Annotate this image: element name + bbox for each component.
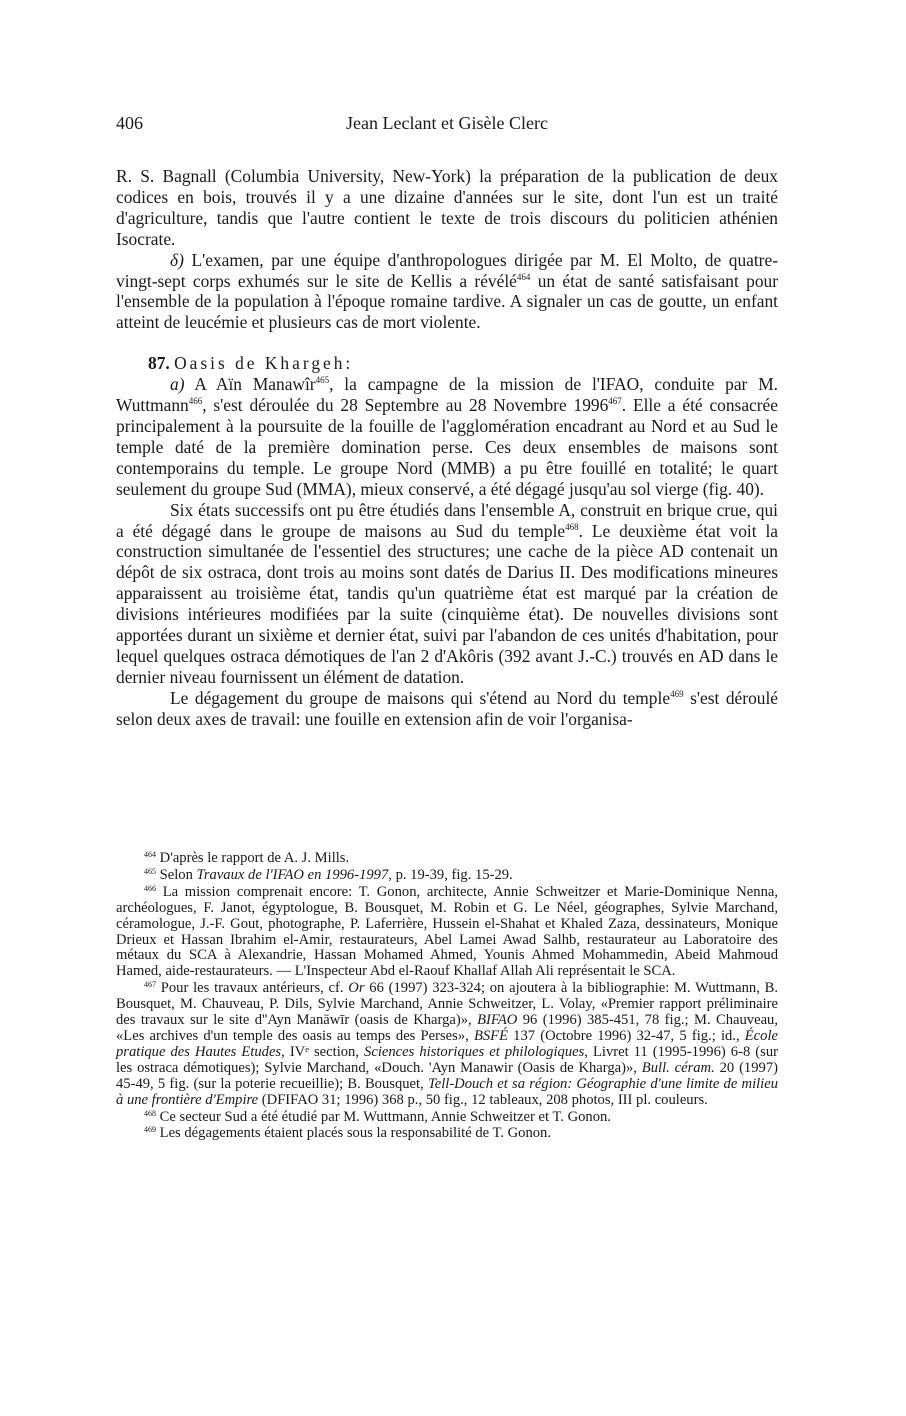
footnote-text: 66 (1997) 323-324; on ajoutera à la bibliographie: M. Wuttmann, B. Bousquet, M. Chauveau, P. Dils, Sylvie Marchand, Annie Schweitzer, L. Volay, «Premier rapport préliminaire des travaux sur le site d''Ayn Manāwīr (oasis de Kharga)»,: [116, 980, 778, 1029]
paragraph-text: , s'est déroulée du 28 Septembre au 28 Novembre 1996: [202, 395, 609, 416]
journal-title: Or: [348, 980, 365, 997]
footnote-number: 465: [144, 866, 156, 876]
paragraph-text: . Elle a été consacrée principalement à la poursuite de la fouille de l'agglomération encadrant au Nord et au Sud le temple daté de la première domination perse. Ces deux ensembles de maisons sont contemporains du temple. Le groupe Nord (MMB) a pu être fouillé en totalité; le quart seulement du groupe Sud (MMA), mieux conservé, a été dégagé jusqu'au sol vierge (fig. 40).: [116, 395, 778, 499]
book-title: Tell-Douch et sa région: Géographie d'une limite de milieu à une frontière d'Empire: [116, 1075, 779, 1108]
footnote-text: Les dégagements étaient placés sous la responsabilité de T. Gonon.: [156, 1125, 551, 1142]
paragraph-text: s'est déroulé selon deux axes de travail: une fouille en extension afin de voir l'organisa-: [116, 687, 779, 729]
footnote-number: 467: [144, 980, 156, 990]
footnote-text: 20 (1997) 45-49, 5 fig. (sur la poterie recueillie); B. Bousquet,: [116, 1059, 778, 1092]
footnote-464: [116, 851, 778, 867]
paragraph-text: un état de santé satisfaisant pour l'ensemble de la population à l'époque romaine tardive. A signaler un cas de goutte, un enfant atteint de leucémie et plusieurs cas de mort violente.: [116, 270, 779, 333]
footnote-text: Pour les travaux antérieurs, cf.: [156, 980, 349, 997]
paragraph-delta: [116, 250, 778, 334]
footnote-466: [116, 885, 778, 980]
section-number: 87.: [148, 353, 170, 374]
paragraph-text: Le dégagement du groupe de maisons qui s'étend au Nord du temple: [170, 687, 671, 708]
footnote-number: 466: [144, 883, 156, 893]
footnote-number: 469: [144, 1125, 156, 1135]
footnotes: [116, 851, 778, 1143]
journal-title: BSFÉ: [473, 1027, 508, 1044]
paragraph-text: R. S. Bagnall (Columbia University, New-York) la préparation de la publication de deux codices en bois, trouvés il y a une dizaine d'années sur le site, dont l'un est un traité d'agriculture, tandis que l'autre contient le texte de trois discours du politicien athénien Isocrate.: [116, 166, 778, 249]
footnote-text: , p. 19-39, fig. 15-29.: [388, 866, 513, 883]
footnote-465: [116, 868, 778, 884]
footnote-text: Ce secteur Sud a été étudié par M. Wuttmann, Annie Schweitzer et T. Gonon.: [156, 1108, 611, 1125]
footnote-ref[interactable]: 466: [188, 396, 203, 407]
paragraph-six-states: [116, 500, 778, 688]
footnote-467: [116, 981, 778, 1108]
footnote-text: 137 (Octobre 1996) 32-47, 5 fig.; id.,: [508, 1027, 745, 1044]
footnote-ref[interactable]: 469: [670, 688, 684, 699]
journal-title: Sciences historiques et philologiques: [364, 1043, 585, 1060]
footnote-text: (DFIFAO 31; 1996) 368 p., 50 fig., 12 tableaux, 208 photos, III pl. couleurs.: [258, 1091, 708, 1108]
section-spacer: [116, 333, 778, 353]
paragraph-text: . Le deuxième état voit la construction simultanée de l'essentiel des structures; une cache de la pièce AD contenait un dépôt de six ostraca, dont trois au moins sont datés de Darius II. Des modifications mineures apparaissent au troisième état, tandis qu'un quatrième état est marqué par la création de divisions intérieures modifiées par la suite (cinquième état). De nouvelles divisions sont apportées durant un sixième et dernier état, suivi par l'abandon de ces unités d'habitation, pour lequel quelques ostraca démotiques de l'an 2 d'Akôris (392 avant J.-C.) trouvés en AD dans le dernier niveau fournissent un élément de datation.: [116, 520, 778, 687]
footnote-number: 464: [144, 850, 156, 859]
paragraph-a: [116, 374, 778, 499]
page-header: [116, 113, 778, 139]
footnote-text: , Livret 11 (1995-1996) 6-8 (sur les ostraca démotiques); Sylvie Marchand, «Douch. 'Ayn Manawir (Oasis de Kharga)»,: [116, 1043, 778, 1076]
footnote-ref[interactable]: 465: [315, 375, 330, 386]
paragraph-text: , la campagne de la mission de l'IFAO, conduite par M. Wuttmann: [116, 374, 779, 416]
footnote-text: La mission comprenait encore: T. Gonon, architecte, Annie Schweitzer et Marie-Dominique Nenna, archéologues, F. Janot, égyptologue, B. Bousquet, M. Robin et G. Le Néel, géographes, Sylvie Marchand, céramologue, J.-F. Gout, photographe, P. Laferrière, Hussein el-Shahat et Khaled Zaza, dessinateurs, Monique Drieux et Hassan Ibrahim el-Amir, restaurateurs, Abel Lamei Awad Salhb, restaurateur au Laboratoire des métaux du SCA à Alexandrie, Hassan Mohamed Ahmed, Younis Ahmed Mohammedin, Abeid Mahmoud Hamed, aide-restaurateurs. — L'Inspecteur Abd el-Raouf Khallaf Allah Ali représentait le SCA.: [116, 883, 778, 980]
footnote-number: 468: [144, 1108, 156, 1118]
footnote-469: [116, 1126, 778, 1142]
paragraph-north-group: [116, 688, 778, 730]
footnote-text: , IVᵉ section,: [281, 1043, 365, 1060]
journal-title: BIFAO: [477, 1012, 518, 1029]
footnote-text: Selon: [156, 866, 197, 883]
main-text: [116, 166, 778, 730]
journal-title: Bull. céram.: [641, 1059, 715, 1076]
paragraph-marker: δ): [170, 249, 184, 270]
paragraph-text: Six états successifs ont pu être étudiés dans l'ensemble A, construit en brique crue, qui a été dégagé dans le groupe de maisons au Sud du temple: [116, 499, 778, 541]
paragraph-text: A Aïn Manawîr: [184, 374, 316, 395]
footnote-text: 96 (1996) 385-451, 78 fig.; M. Chauveau, «Les archives d'un temple des oasis au temps des Perses»,: [116, 1012, 778, 1044]
section-heading: [116, 353, 778, 374]
footnote-ref[interactable]: 468: [565, 521, 579, 532]
section-title: Oasis de Khargeh:: [174, 353, 354, 374]
footnote-ref[interactable]: 467: [608, 396, 622, 407]
paragraph-marker: a): [170, 374, 185, 395]
paragraph-text: L'examen, par une équipe d'anthropologues dirigée par M. El Molto, de quatre-vingt-sept corps exhumés sur le site de Kellis a révélé: [116, 249, 778, 291]
footnote-468: [116, 1110, 778, 1126]
footnote-text: D'après le rapport de A. J. Mills.: [156, 850, 350, 866]
paragraph-continuation: [116, 166, 778, 250]
running-title: Jean Leclant et Gisèle Clerc: [346, 113, 548, 133]
footnote-title: Travaux de l'IFAO en 1996-1997: [196, 866, 389, 883]
footnote-ref[interactable]: 464: [516, 271, 531, 282]
page-number: 406: [116, 113, 143, 133]
journal-title: École pratique des Hautes Etudes: [116, 1027, 778, 1060]
